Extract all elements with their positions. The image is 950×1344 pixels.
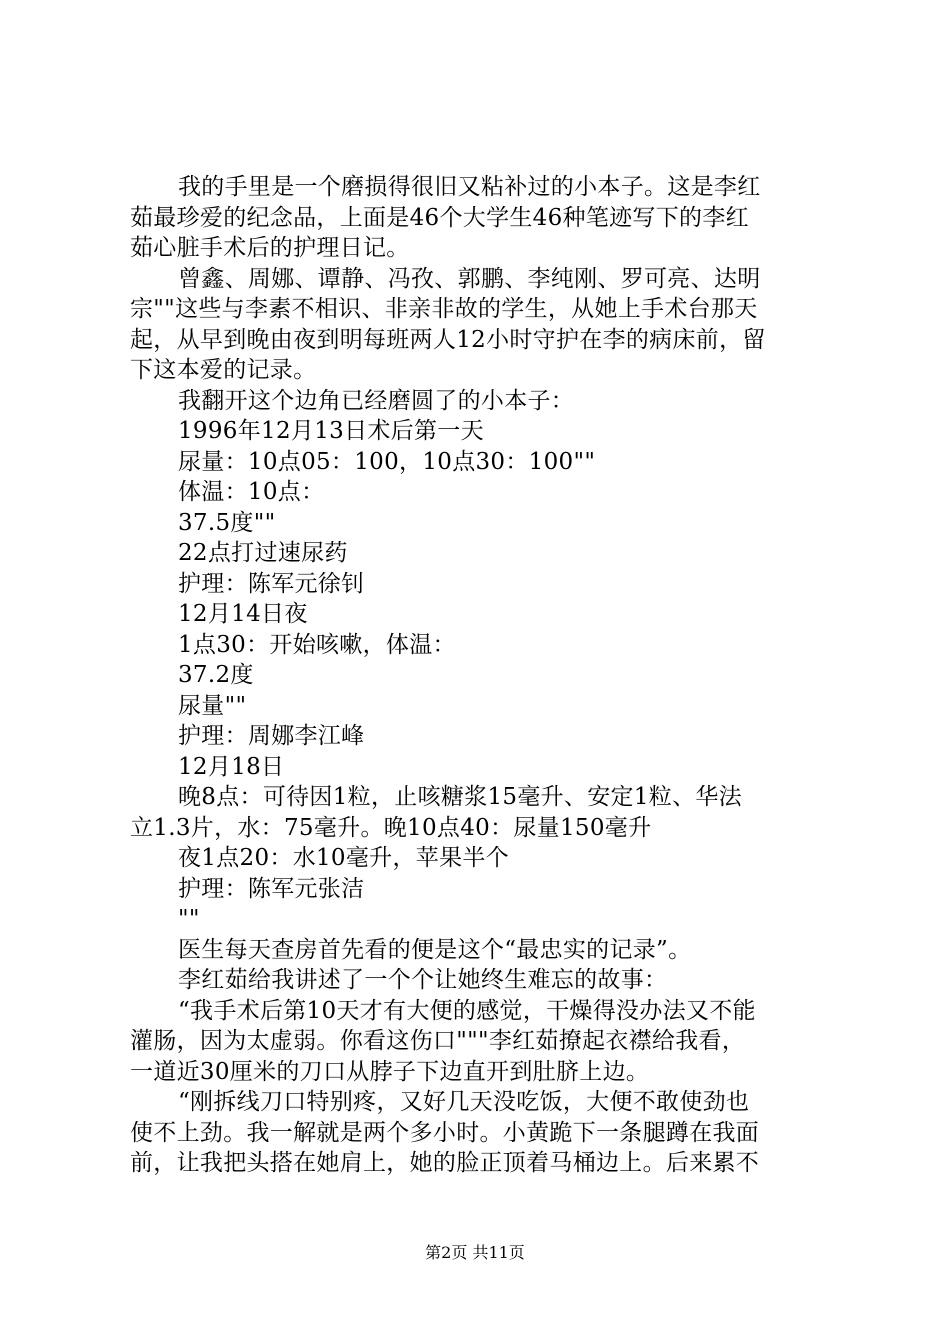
text-line: 22点打过速尿药 — [178, 540, 348, 566]
text-line: 使不上劲。我一解就是两个多小时。小黄跪下一条腿蹲在我面 — [130, 1119, 760, 1146]
text-line: 1点30：开始咳嗽，体温： — [178, 631, 456, 658]
text-line: 茹心脏手术后的护理日记。 — [130, 235, 410, 261]
text-line: 1996年12月13日术后第一天 — [178, 418, 484, 444]
text-line: 护理：陈军元徐钊 — [178, 570, 365, 597]
text-line: 曾鑫、周娜、谭静、冯孜、郭鹏、李纯刚、罗可亮、达明 — [178, 265, 761, 292]
text-line: “刚拆线刀口特别疼，又好几天没吃饭，大便不敢使劲也 — [178, 1089, 750, 1115]
text-line: 37.5度"" — [178, 509, 276, 536]
text-line: 尿量"" — [178, 692, 247, 719]
text-line: 宗""这些与李素不相识、非亲非故的学生，从她上手术台那天 — [130, 296, 758, 322]
text-line: 下这本爱的记录。 — [130, 357, 317, 383]
text-line: 立1.3片，水：75毫升。晚10点40：尿量150毫升 — [130, 814, 652, 841]
text-line: 护理：陈军元张洁 — [178, 875, 365, 902]
text-line: 茹最珍爱的纪念品，上面是46个大学生46种笔迹写下的李红 — [130, 204, 749, 231]
text-line: 12月18日 — [178, 753, 285, 780]
text-line: 前，让我把头搭在她肩上，她的脸正顶着马桶边上。后来累不 — [130, 1150, 760, 1176]
text-line: “我手术后第10天才有大便的感觉，干燥得没办法又不能 — [178, 997, 756, 1024]
text-line: 我的手里是一个磨损得很旧又粘补过的小本子。这是李红 — [178, 174, 761, 200]
text-line: 37.2度 — [178, 662, 254, 688]
text-line: 体温：10点： — [178, 479, 325, 505]
text-line: 一道近30厘米的刀口从脖子下边直开到肚脐上边。 — [130, 1058, 650, 1085]
text-line: 尿量：10点05：100，10点30：100"" — [178, 448, 596, 475]
text-line: 护理：周娜李江峰 — [178, 723, 365, 749]
text-line: 起，从早到晚由夜到明每班两人12小时守护在李的病床前，留 — [130, 326, 766, 353]
text-line: 灌肠，因为太虚弱。你看这伤口"""李红茹撩起衣襟给我看， — [130, 1028, 746, 1054]
text-line: 我翻开这个边角已经磨圆了的小本子： — [178, 387, 575, 414]
text-line: 夜1点20：水10毫升，苹果半个 — [178, 845, 509, 871]
document-body — [130, 172, 830, 1179]
page-footer: 第2页 共11页 — [425, 1243, 525, 1262]
text-line: 医生每天查房首先看的便是这个“最忠实的记录”。 — [178, 936, 692, 963]
text-line: "" — [178, 906, 200, 932]
text-line: 李红茹给我讲述了一个个让她终生难忘的故事： — [178, 967, 668, 993]
text-line: 晚8点：可待因1粒，止咳糖浆15毫升、安定1粒、华法 — [178, 784, 742, 810]
text-line: 12月14日夜 — [178, 601, 308, 627]
